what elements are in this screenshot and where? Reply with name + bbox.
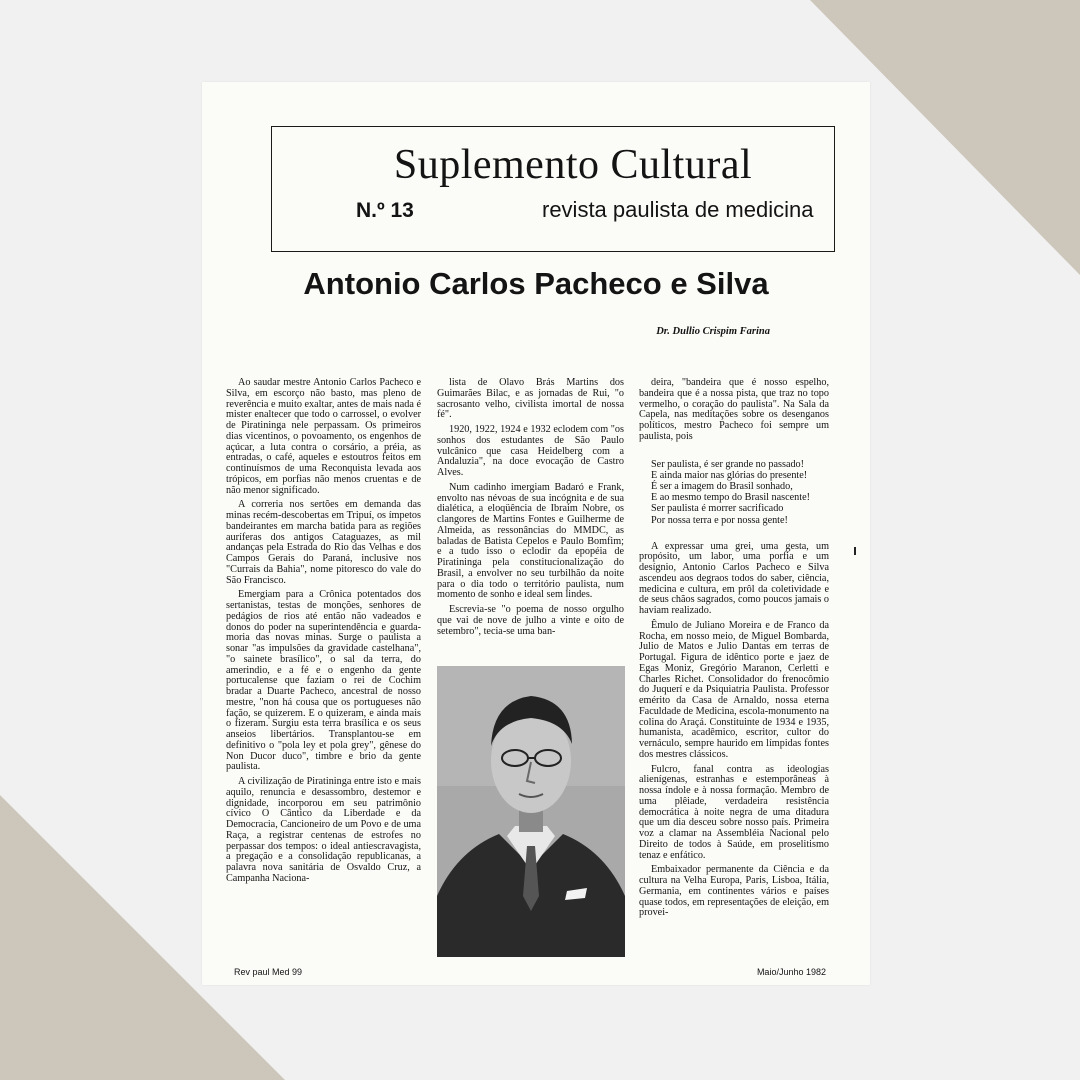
poem-line: É ser a imagem do Brasil sonhado,: [651, 480, 793, 492]
footer-date: Maio/Junho 1982: [756, 967, 826, 977]
paragraph: A expressar uma grei, uma gesta, um propósito, um labor, uma porfia e um desígnio, Antonio Carlos Pacheco e Silva ascendeu aos degraos todos do saber, ciência, medicina e cultura, em prôl da coletividade e de seus chãos sagrados, como poucos jamais o haviam realizado.: [639, 540, 829, 617]
poem-line: E ao mesmo tempo do Brasil nascente!: [651, 492, 810, 504]
paragraph: Escrevia-se "o poema de nosso orgulho que vai de nove de julho a vinte e oito de setembro", tecia-se uma ban-: [437, 604, 624, 637]
paragraph: Êmulo de Juliano Moreira e de Franco da Rocha, em nosso meio, de Miguel Bombarda, Julio de Matos e Julio Dantas em terras de Portugal. Figura de idêntico porte e jaez de Egas Moniz, Gregório Maranon, Cerletti e Charles Richet. Consolidador do frenocômio do Juquerí e da Psiquiatria Paulista. Professor emérito da Casa de Arnaldo, nossa eterna Faculdade de Medicina, escola-monumento na colina do Araçá. Constituinte de 1934 e 1935, humanista, acadêmico, escritor, cultor do vernáculo, sempre haurido em límpidas fontes dos mestres clássicos.: [639, 619, 829, 760]
poem-line: Ser paulista é morrer sacrificado: [651, 503, 784, 515]
masthead-title: Suplemento Cultural: [393, 142, 753, 188]
margin-mark: [854, 547, 856, 555]
paragraph: Emergiam para a Crônica potentados dos sertanistas, testas de monções, senhores de pedágios de rios até então não vadeados e donos do poder na superintendência e guarda-moria das novas minas. Surge o paulista a sonar "as impulsões da gravidade castelhana", "o sainete brasílico", o sal da terra, do amerindio, e a fé e o engenho da gente portucalense que faziam o rei de Cochim bradar a Duarte Pacheco, ancestral de nosso mestre, "non há cousa que os portugueses não fação, se quizerem. E o quizeram, e ainda mais o fizeram. Surgiu esta terra brasílica e os seus anseios libertários. Transplantou-se em definitivo o "pola ley et pola grey", gênese do Non Ducor duco", timbre e brio da gente paulista.: [226, 589, 421, 773]
masthead: [271, 126, 835, 252]
paragraph: 1920, 1922, 1924 e 1932 eclodem com "os sonhos dos estudantes de São Paulo vulcânico que casa Heidelberg com a Andaluzia", na doce evocação de Castro Alves.: [437, 424, 624, 478]
poem: [651, 459, 829, 526]
poem-line: Por nossa terra e por nossa gente!: [651, 514, 788, 526]
document-page: [202, 82, 870, 985]
poem-line: E ainda maior nas glórias do presente!: [651, 469, 808, 481]
paragraph: lista de Olavo Brás Martins dos Guimarães Bilac, e as jornadas de Rui, "o sacrosanto velho, civilista imortal de nossa fé".: [437, 377, 624, 421]
text-column-2: [437, 378, 624, 641]
paragraph: Embaixador permanente da Ciência e da cultura na Velha Europa, Paris, Lisboa, Itália, Germania, em continentes vários e países quase todos, em representações de eleição, em provei-: [639, 864, 829, 919]
paragraph: deira, "bandeira que é nosso espelho, bandeira que é a nossa pista, que traz no topo vermelho, o coração do paulista". Na Sala da Capela, nas meditações sobre os desenganos políticos, mestro Pacheco foi sempre um paulista, pois: [639, 377, 829, 442]
article-headline: Antonio Carlos Pacheco e Silva: [303, 266, 769, 301]
portrait-illustration: [437, 666, 625, 957]
text-column-3: [639, 378, 829, 923]
masthead-subtitle: revista paulista de medicina: [542, 197, 814, 222]
paragraph: Num cadinho imergiam Badaró e Frank, envolto nas névoas de sua incógnita e de sua dialética, a eloqüência de Ibraim Nobre, os clangores de Martins Fontes e Guilherme de Almeida, as ressonâncias do MMDC, as baladas de Batista Cepelos e Paulo Bomfim; e a tudo isso o eclodir da epopéia de Piratininga pela constitucionalização do Brasil, a envolver no seu turbilhão da noite para o dia todo o território paulista, num momento de sonho e ideal sem lindes.: [437, 481, 624, 601]
paragraph: A correria nos sertões em demanda das minas recém-descobertas em Tripuí, os ímpetos bandeirantes em marcha batida para as regiões auríferas dos antigos Cataguazes, as mil andanças pela Estrada do Rio das Velhas e dos Campos Gerais do Paraná, inclusive nos "Currais da Bahia", nome pitoresco do vale do São Francisco.: [226, 499, 421, 586]
poem-line: Ser paulista, é ser grande no passado!: [651, 458, 805, 470]
paragraph: A civilização de Piratininga entre isto e mais aquilo, renuncia e desassombro, destemor e dignidade, incorporou em seu patrimônio cívico O Cântico da Liberdade e da Democracia, Cancioneiro de um Povo e de uma Raça, a registrar centenas de estrofes no perpassar dos tempos: o ideal antiescravagista, a pregação e a consolidação republicanas, a palavra nova sanitária de Osvaldo Cruz, a Campanha Naciona-: [226, 776, 421, 884]
paragraph: Fulcro, fanal contra as ideologias alienígenas, estranhas e estemporâneas à nossa índole e à nossa formação. Membro de uma plêiade, verdadeira resistência democrática à noite negra de uma ditadura que um dia desceu sobre nosso país. Primeira voz a clamar na Assembléia Nacional pelo Direito de todos à Saúde, em proselitismo tenaz e enfático.: [639, 763, 829, 861]
footer-citation: Rev paul Med 99: [234, 967, 303, 977]
article-byline: Dr. Dullio Crispim Farina: [656, 326, 770, 337]
portrait-photo: [437, 666, 625, 957]
paragraph: Ao saudar mestre Antonio Carlos Pacheco e Silva, em escorço não basto, mas pleno de reverência e muito exaltar, antes de mais nada é mister enaltecer que todo o carrossel, o evolver de Piratininga nele perpassam. Os primeiros dias vicentinos, o povoamento, os engenhos de açúcar, a luta contra o corsário, a préia, as entradas, o café, aqueles e estoutros feitos em continuísmos de uma Reconquista levada aos trópicos, em porfias não menos cruentas e de não menor significado.: [226, 377, 421, 496]
text-column-1: [226, 378, 421, 889]
issue-number: N.º 13: [356, 199, 414, 222]
